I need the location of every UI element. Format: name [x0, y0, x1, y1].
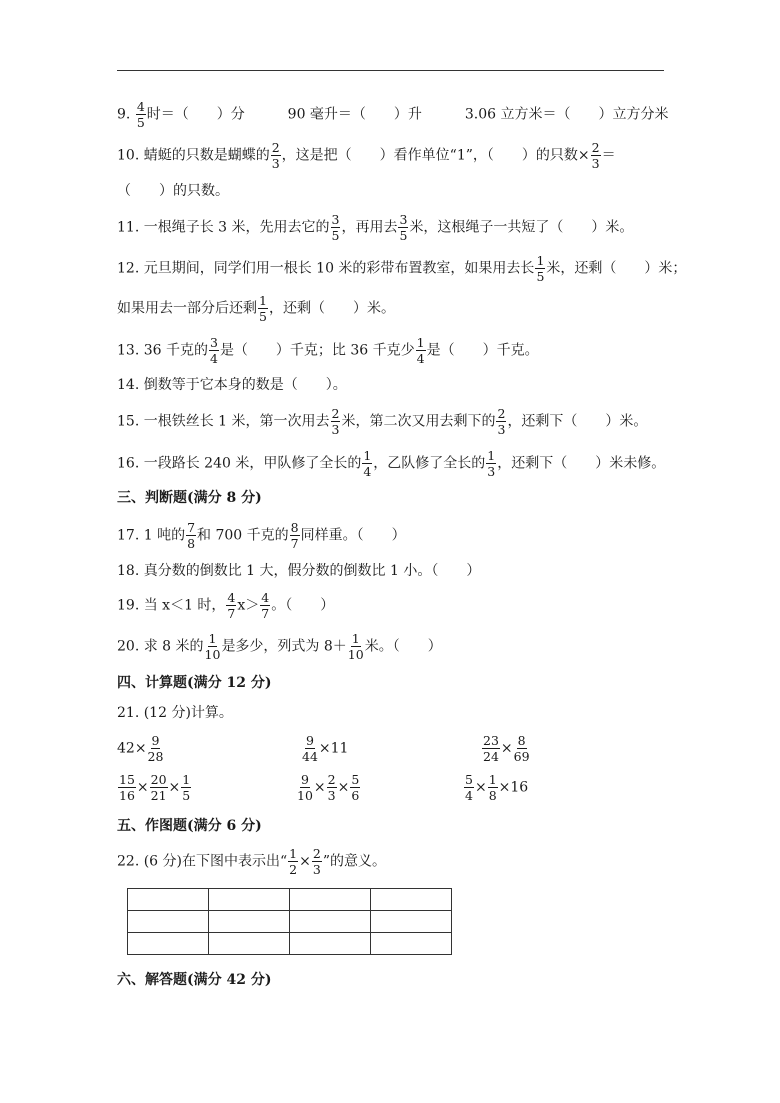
denominator: 4 — [209, 351, 218, 367]
denominator: 69 — [513, 749, 530, 765]
question-21 — [117, 706, 233, 720]
expr-text: ×11 — [318, 740, 349, 757]
denominator: 28 — [147, 749, 164, 765]
question-number: 20. — [117, 638, 140, 655]
fraction — [362, 449, 372, 478]
numerator: 9 — [300, 772, 309, 787]
question-text: 米，还剩（ ）米； — [546, 260, 687, 277]
denominator: 5 — [182, 788, 191, 804]
numerator: 2 — [331, 406, 340, 421]
question-17 — [117, 521, 406, 550]
expr-text: × — [168, 779, 181, 796]
question-text: （ ）的只数。 — [117, 183, 229, 199]
grid-cell — [128, 889, 209, 911]
numerator: 2 — [271, 140, 280, 155]
section-heading: 五、作图题(满分 6 分) — [117, 818, 262, 834]
question-number: 19. — [117, 597, 140, 614]
calc-expression-2 — [301, 734, 348, 763]
question-text: 如果用去一部分后还剩 — [117, 300, 257, 317]
fraction — [348, 632, 364, 661]
question-text: ＝ — [601, 147, 616, 164]
grid-cell — [371, 889, 452, 911]
fraction — [591, 141, 601, 170]
fraction — [181, 773, 191, 802]
denominator: 10 — [204, 647, 221, 663]
grid-cell — [290, 911, 371, 933]
denominator: 7 — [290, 536, 299, 552]
denominator: 3 — [331, 422, 340, 438]
grid-row — [128, 933, 452, 955]
question-text: 是（ ）千克；比 36 千克少 — [219, 342, 415, 359]
denominator: 3 — [591, 156, 600, 172]
question-10-line2 — [117, 184, 229, 198]
numerator: 4 — [261, 590, 270, 605]
question-12 — [117, 254, 686, 283]
question-10 — [117, 141, 616, 170]
denominator: 4 — [416, 351, 425, 367]
fraction — [226, 591, 236, 620]
numerator: 1 — [487, 448, 496, 463]
question-number: 16. — [117, 455, 140, 472]
fraction — [150, 773, 168, 802]
denominator: 8 — [488, 788, 497, 804]
question-number: 12. — [117, 260, 140, 277]
question-text: 时＝（ ）分 — [146, 106, 245, 123]
numerator: 8 — [290, 520, 299, 535]
fraction — [288, 847, 298, 876]
fraction — [486, 449, 496, 478]
question-text: ”的意义。 — [322, 853, 386, 870]
numerator: 9 — [305, 733, 314, 748]
question-number: 15. — [117, 413, 140, 430]
expr-text: × — [337, 779, 350, 796]
numerator: 1 — [363, 448, 372, 463]
numerator: 8 — [517, 733, 526, 748]
question-text: ，乙队修了全长的 — [373, 455, 486, 472]
numerator: 1 — [259, 293, 267, 308]
fraction — [464, 773, 474, 802]
expr-text: ×16 — [498, 779, 529, 796]
expr-text: × — [500, 740, 513, 757]
grid-cell — [128, 933, 209, 955]
fraction — [312, 847, 322, 876]
denominator: 8 — [187, 536, 196, 552]
denominator: 3 — [312, 862, 321, 878]
question-text: 蜻蜓的只数是蝴蝶的 — [143, 147, 270, 164]
numerator: 7 — [187, 520, 196, 535]
grid-cell — [290, 889, 371, 911]
fraction — [302, 734, 318, 763]
denominator: 3 — [327, 788, 336, 804]
numerator: 1 — [536, 253, 545, 268]
grid-row — [128, 889, 452, 911]
fraction — [205, 632, 221, 661]
question-9 — [117, 100, 668, 129]
denominator: 3 — [271, 156, 280, 172]
question-number: 21. — [117, 705, 140, 721]
denominator: 2 — [289, 862, 298, 878]
denominator: 7 — [261, 606, 270, 622]
grid-row — [128, 911, 452, 933]
calc-expression-5 — [296, 773, 361, 802]
question-text: 一段路长 240 米，甲队修了全长的 — [143, 455, 362, 472]
question-11 — [117, 213, 633, 242]
expr-text: × — [474, 779, 487, 796]
numerator: 4 — [136, 99, 145, 114]
fraction — [514, 734, 530, 763]
question-18 — [117, 564, 480, 578]
section-heading: 三、判断题(满分 8 分) — [117, 490, 262, 506]
question-text: 米，这根绳子一共短了（ ）米。 — [409, 219, 634, 236]
fraction — [258, 294, 268, 323]
numerator: 3 — [331, 212, 340, 227]
numerator: 1 — [351, 631, 360, 646]
grid-cell — [290, 933, 371, 955]
numerator: 4 — [227, 590, 236, 605]
question-16 — [117, 449, 665, 478]
fraction — [350, 773, 360, 802]
question-text: 一根铁丝长 1 米，第一次用去 — [143, 413, 330, 430]
calc-expression-3 — [481, 734, 531, 763]
question-text: ，还剩（ ）米。 — [268, 300, 395, 317]
question-text: 36 千克的 — [143, 342, 208, 359]
denominator: 4 — [363, 464, 372, 480]
denominator: 10 — [297, 788, 313, 804]
grid-cell — [209, 911, 290, 933]
fraction — [136, 100, 146, 129]
expr-text: 42× — [117, 740, 147, 757]
question-text: 和 700 千克的 — [197, 527, 289, 544]
denominator: 24 — [483, 749, 499, 765]
denominator: 5 — [259, 309, 267, 325]
question-text: 元旦期间，同学们用一根长 10 米的彩带布置教室，如果用去长 — [143, 260, 535, 277]
denominator: 3 — [497, 422, 506, 438]
question-text: ，这是把（ ）看作单位“1”，（ ）的只数× — [281, 147, 590, 164]
question-text: ，再用去 — [341, 219, 398, 236]
question-number: 10. — [117, 147, 140, 164]
fraction — [186, 521, 196, 550]
numerator: 9 — [151, 733, 160, 748]
question-text: 一根绳子长 3 米，先用去它的 — [143, 219, 330, 236]
fraction — [290, 521, 300, 550]
question-13 — [117, 336, 539, 365]
numerator: 1 — [289, 846, 298, 861]
question-text: 是（ ）千克。 — [426, 342, 539, 359]
question-number: 11. — [117, 219, 140, 236]
numerator: 2 — [312, 846, 321, 861]
question-text: 求 8 米的 — [143, 638, 204, 655]
fraction — [148, 734, 164, 763]
fraction — [331, 213, 341, 242]
grid-cell — [209, 889, 290, 911]
calc-expression-4 — [117, 773, 192, 802]
denominator: 6 — [351, 788, 360, 804]
fraction — [488, 773, 498, 802]
grid-cell — [209, 933, 290, 955]
fraction — [482, 734, 500, 763]
section-heading: 四、计算题(满分 12 分) — [117, 675, 272, 691]
question-text: 米，第二次又用去剩下的 — [341, 413, 496, 430]
denominator: 16 — [119, 788, 135, 804]
expr-text: × — [313, 779, 326, 796]
numerator: 2 — [327, 772, 336, 787]
denominator: 5 — [399, 228, 408, 244]
numerator: 3 — [399, 212, 408, 227]
denominator: 44 — [302, 749, 318, 765]
question-number: 22. — [117, 853, 140, 870]
numerator: 3 — [209, 335, 218, 350]
grid-cell — [128, 911, 209, 933]
fraction — [327, 773, 337, 802]
denominator: 5 — [136, 115, 145, 131]
numerator: 5 — [351, 772, 360, 787]
denominator: 10 — [347, 647, 364, 663]
question-text: (6 分)在下图中表示出“ — [143, 853, 288, 870]
question-number: 17. — [117, 527, 140, 544]
question-20 — [117, 632, 442, 661]
question-text: 90 毫升＝（ ）升 — [287, 106, 422, 123]
fraction — [297, 773, 313, 802]
question-text: x＞ — [237, 597, 260, 614]
question-text: 是多少，列式为 8＋ — [221, 638, 347, 655]
section-heading: 六、解答题(满分 42 分) — [117, 972, 272, 988]
question-14 — [117, 378, 347, 392]
numerator: 20 — [150, 772, 167, 787]
fraction — [331, 407, 341, 436]
numerator: 1 — [208, 631, 217, 646]
fraction — [118, 773, 136, 802]
numerator: 5 — [465, 772, 473, 787]
numerator: 15 — [119, 772, 135, 787]
fraction — [209, 336, 219, 365]
question-number: 14. — [117, 377, 140, 393]
numerator: 1 — [488, 772, 497, 787]
calc-expression-1 — [117, 734, 164, 763]
question-text: × — [299, 853, 311, 870]
denominator: 3 — [487, 464, 496, 480]
question-text: 当 x＜1 时， — [143, 597, 226, 614]
question-number: 18. — [117, 563, 140, 579]
question-text: 米。（ ） — [364, 638, 442, 655]
question-text: 1 吨的 — [143, 527, 186, 544]
question-number: 13. — [117, 342, 140, 359]
numerator: 23 — [483, 733, 499, 748]
question-19 — [117, 591, 334, 620]
denominator: 5 — [331, 228, 340, 244]
question-15 — [117, 407, 647, 436]
numerator: 1 — [182, 772, 191, 787]
grid-cell — [371, 911, 452, 933]
question-text: 同样重。（ ） — [300, 527, 406, 544]
fraction — [496, 407, 506, 436]
header-rule — [117, 70, 664, 71]
fraction — [271, 141, 281, 170]
denominator: 4 — [465, 788, 473, 804]
question-12-line2 — [117, 294, 395, 323]
question-text: ，还剩下（ ）米。 — [507, 413, 648, 430]
denominator: 5 — [536, 269, 545, 285]
numerator: 2 — [497, 406, 506, 421]
question-number: 9. — [117, 106, 131, 123]
fraction — [260, 591, 270, 620]
question-text: 真分数的倒数比 1 大，假分数的倒数比 1 小。（ ） — [143, 563, 481, 579]
denominator: 7 — [227, 606, 236, 622]
grid-cell — [371, 933, 452, 955]
fraction — [398, 213, 408, 242]
numerator: 1 — [416, 335, 425, 350]
question-text: (12 分)计算。 — [143, 705, 233, 721]
fraction — [416, 336, 426, 365]
numerator: 2 — [591, 140, 600, 155]
fraction — [535, 254, 545, 283]
question-22 — [117, 847, 386, 876]
question-text: 3.06 立方米＝（ ）立方分米 — [464, 106, 669, 123]
question-text: ，还剩下（ ）米未修。 — [497, 455, 666, 472]
expr-text: × — [136, 779, 149, 796]
denominator: 21 — [150, 788, 167, 804]
question-text: 倒数等于它本身的数是（ ）。 — [143, 377, 347, 393]
question-text: 。（ ） — [271, 597, 335, 614]
calc-expression-6 — [463, 773, 528, 802]
drawing-grid — [127, 888, 452, 955]
